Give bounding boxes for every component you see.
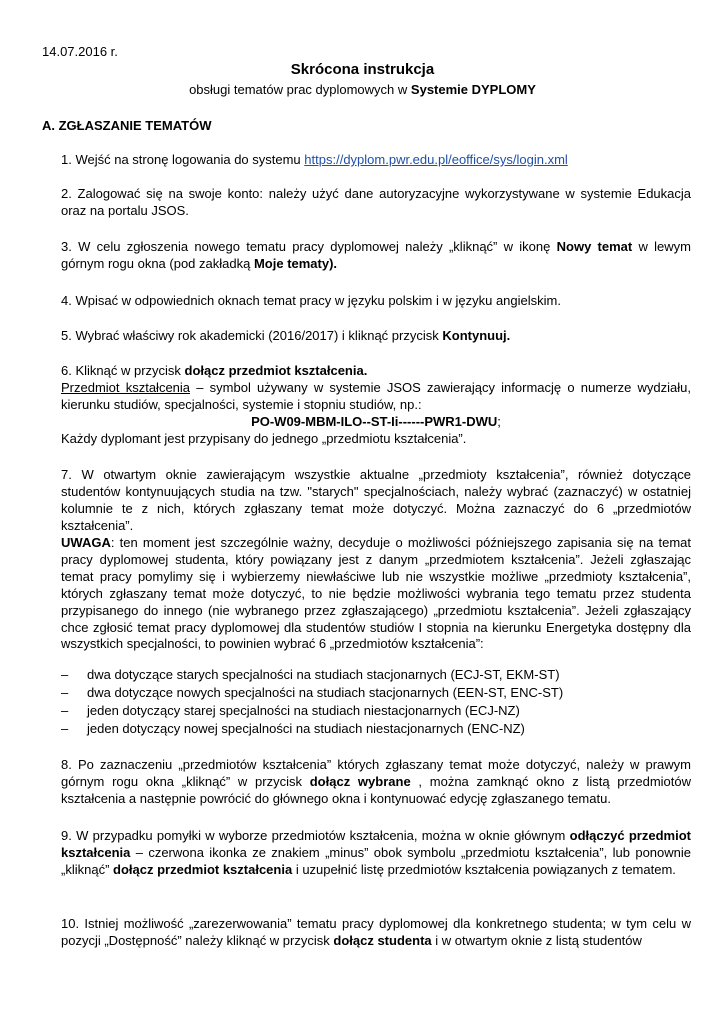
document-date: 14.07.2016 r. <box>42 44 118 59</box>
step-6-example-tail: ; <box>497 414 501 429</box>
step-6-example-code: PO-W09-MBM-ILO--ST-Ii------PWR1-DWU <box>251 414 498 429</box>
step-8 <box>61 757 691 808</box>
list-item-text: jeden dotyczący starej specjalności na studiach niestacjonarnych (ECJ-NZ) <box>87 703 520 718</box>
step-3 <box>61 239 691 273</box>
step-6-definition <box>61 380 691 414</box>
step-3-my-topics: Moje tematy). <box>253 255 338 271</box>
step-9 <box>61 828 691 879</box>
step-3-text-a: 3. W celu zgłoszenia nowego tematu pracy dyplomowej należy „kliknąć” w ikonę <box>61 239 551 254</box>
document-subtitle <box>0 82 725 99</box>
dash-bullet: – <box>61 721 69 736</box>
step-6-definition-text: – symbol używany w systemie JSOS zawierający informację o numerze wydziału, kierunku studiów, specjalności, systemie i stopniu studiów, np.: <box>61 380 691 412</box>
subtitle-text: obsługi tematów prac dyplomowych w <box>189 82 408 97</box>
step-9-attach-subject: dołącz przedmiot kształcenia <box>113 861 293 877</box>
step-9-text-c: i uzupełnić listę przedmiotów kształcenia powiązanych z tematem. <box>295 861 676 877</box>
dash-bullet: – <box>61 685 69 700</box>
step-10-text-b: i w otwartym oknie z listą studentów <box>435 932 642 948</box>
step-6-note: Każdy dyplomant jest przypisany do jednego „przedmiotu kształcenia”. <box>61 431 467 446</box>
step-9-detach-subject: odłączyć przedmiot kształcenia <box>61 828 691 860</box>
list-item <box>61 685 691 702</box>
step-10 <box>61 916 691 950</box>
step-9-text-a: 9. W przypadku pomyłki w wyborze przedmiotów kształcenia, można w oknie głównym <box>61 828 566 843</box>
step-6-term: Przedmiot kształcenia <box>61 380 191 395</box>
login-link[interactable]: https://dyplom.pwr.edu.pl/eoffice/sys/login.xml <box>304 152 568 167</box>
list-item <box>61 721 691 738</box>
step-5 <box>61 328 691 345</box>
list-item <box>61 703 691 720</box>
dash-bullet: – <box>61 703 69 718</box>
step-5-continue: Kontynuuj. <box>442 328 511 343</box>
step-6-attach-subject: dołącz przedmiot kształcenia. <box>184 363 368 378</box>
step-1-text: 1. Wejść na stronę logowania do systemu <box>61 152 301 167</box>
list-item <box>61 667 691 684</box>
section-heading-a: A. ZGŁASZANIE TEMATÓW <box>42 118 212 133</box>
list-item-text: dwa dotyczące nowych specjalności na studiach stacjonarnych (EEN-ST, ENC-ST) <box>87 685 564 700</box>
step-6 <box>61 363 691 380</box>
step-10-text-a: 10. Istniej możliwość „zarezerwowania” tematu pracy dyplomowej dla konkretnego studenta; w tym celu w pozycji „Dostępność” należy kliknąć w przycisk <box>61 916 691 948</box>
step-9-text-b: – czerwona ikonka ze znakiem „minus” obok symbolu „przedmiotu kształcenia”, lub ponownie „kliknąć” <box>61 844 691 877</box>
step-6-example <box>61 414 691 431</box>
step-5-text: 5. Wybrać właściwy rok akademicki (2016/2017) i kliknąć przycisk <box>61 328 439 343</box>
list-item-text: dwa dotyczące starych specjalności na studiach stacjonarnych (ECJ-ST, EKM-ST) <box>87 667 560 682</box>
step-4: 4. Wpisać w odpowiednich oknach temat pracy w języku polskim i w języku angielskim. <box>61 293 561 308</box>
dash-bullet: – <box>61 667 69 682</box>
list-item-text: jeden dotyczący nowej specjalności na studiach niestacjonarnych (ENC-NZ) <box>87 721 525 736</box>
subtitle-system-name: Systemie DYPLOMY <box>410 82 536 97</box>
step-8-text-a: 8. Po zaznaczeniu „przedmiotów kształcenia” których zgłaszany temat może dotyczyć, należy w prawym górnym rogu okna „kliknąć” w przycisk <box>61 757 691 789</box>
warning-paragraph <box>61 535 691 653</box>
step-3-new-topic: Nowy temat <box>556 239 633 254</box>
step-6-text: 6. Kliknąć w przycisk <box>61 363 181 378</box>
step-1 <box>61 152 691 169</box>
step-10-attach-student: dołącz studenta <box>333 932 432 948</box>
warning-label: UWAGA <box>61 535 111 550</box>
step-2: 2. Zalogować się na swoje konto: należy użyć dane autoryzacyjne wykorzystywane w systemie Edukacja oraz na portalu JSOS. <box>61 186 691 218</box>
step-8-text-b: , można zamknąć okno z listą przedmiotów kształcenia a następnie powrócić do głównego okna i kontynuować edycję zgłaszanego tematu. <box>61 773 691 806</box>
document-title: Skrócona instrukcja <box>290 61 435 78</box>
step-7: 7. W otwartym oknie zawierającym wszystkie aktualne „przedmioty kształcenia”, również dotyczące studentów kontynuujących studia na tzw. "starych" specjalnościach, należy wybrać (zaznaczyć) w ostatniej kolumnie te z nich, których zgłaszany temat może dotyczyć. Można zaznaczyć do 6 „przedmiotów kształcenia”. <box>61 467 691 533</box>
warning-text: : ten moment jest szczególnie ważny, decyduje o możliwości późniejszego zapisania się na temat pracy dyplomowej studenta, który powiązany jest z danym „przedmiotem kształcenia”. Jeżeli zgłaszając temat pracy pomylimy się i wybierzemy niewłaściwe lub nie wszystkie możliwe „przedmioty kształcenia”, których zgłaszany temat może dotyczyć, to nie będzie możliwości wybrania tego tematu przez studenta przypisanego do innego (nie wybranego przez zgłaszającego) „przedmiotu kształcenia”. Jeżeli zgłaszający chce zgłosić temat pracy dyplomowej dla studentów studiów I stopnia na kierunku Energetyka dostępny dla wszystkich specjalności, to powinien wybrać 6 „przedmiotów kształcenia”: <box>61 535 691 652</box>
step-8-attach-selected: dołącz wybrane <box>309 773 411 789</box>
step-3-text-b: w lewym górnym rogu okna (pod zakładką <box>61 239 691 271</box>
